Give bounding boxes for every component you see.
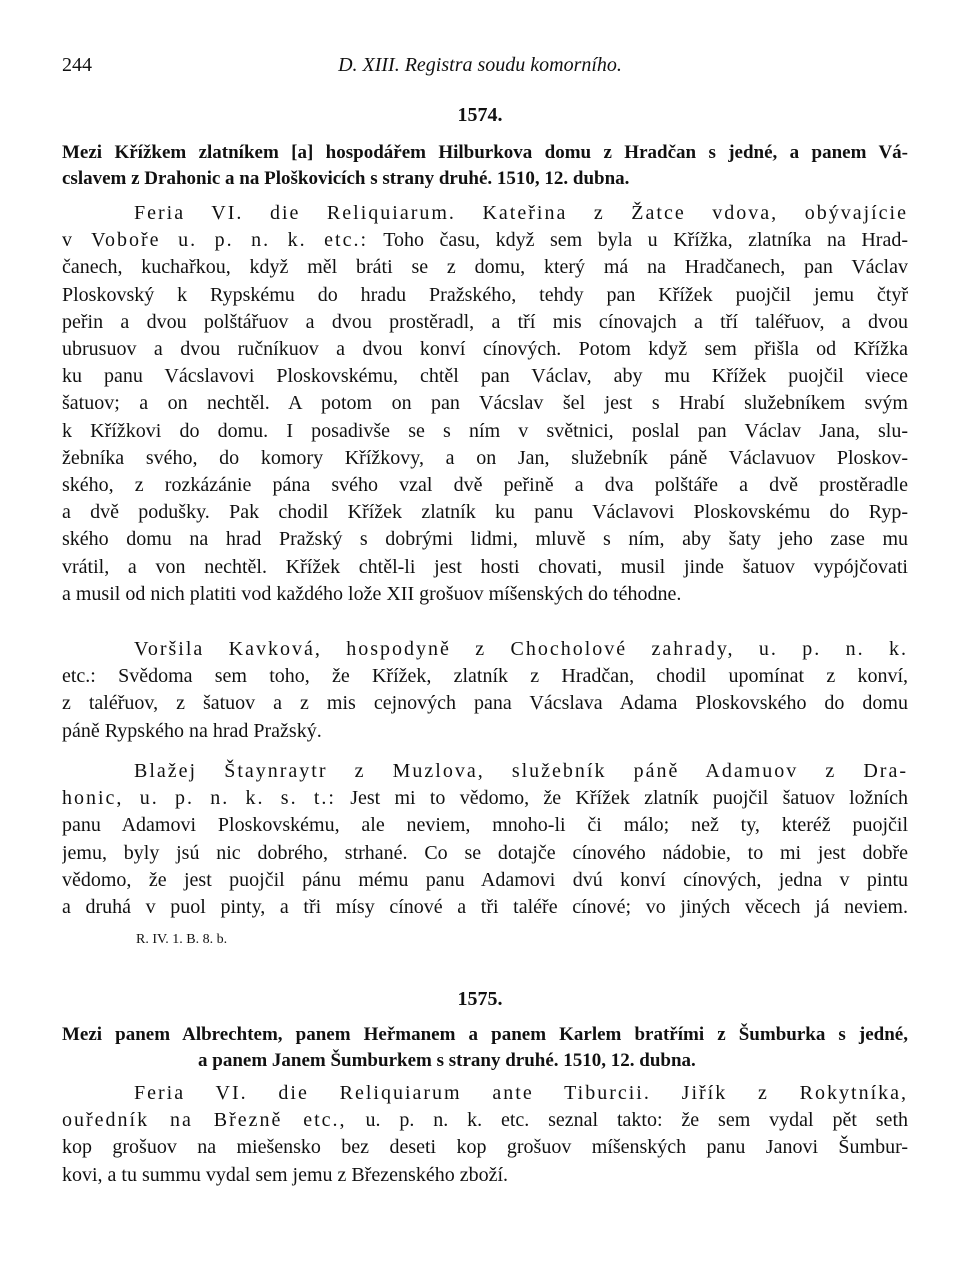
text-line [62,663,908,689]
line-text: čanech, kuchařkou, když měl bráti se z domu, který má na Hradčanech, pan Václav [62,256,908,279]
line-text: peřin a dvou polštářuov a dvou prostěradl, a tří mis cínovajch a tří taléřuov, a dvou [62,310,908,333]
line-text: z taléřuov, z šatuov a z mis cejnových pana Vácslava Adama Ploskovského do domu [62,692,908,715]
line-text: Toho času, když sem byla u Křížka, zlatníka na Hrad- [368,229,908,252]
line-text: vrátil, a von nechtěl. Křížek chtěl-li jest hosti chovati, musil jinde šatuov vypójčovati [62,555,908,578]
line-text: vědomo, že jest puojčil pánu mému panu Adamovi dvú konví cínových, jedna v pintu [62,868,908,891]
line-text: a dvě podušky. Pak chodil Křížek zlatník ku panu Václavovi Ploskovskému do Ryp- [62,501,908,524]
text-line [62,445,908,471]
text-line [62,526,908,552]
text-line [62,554,908,580]
spaced-text: ouředník na Březně etc., [62,1109,347,1132]
spaced-text: Voršila Kavková, hospodyně z Chocholové zahrady, u. p. n. k. [134,638,908,660]
spaced-text: Feria VI. die Reliquiarum ante Tiburcii. Jiřík z Rokytníka, [134,1082,908,1104]
spaced-text: Blažej Štaynraytr z Muzlova, služebník páně Adamuov z Dra- [134,760,908,782]
spaced-text: honic, u. p. n. k. s. t.: [62,787,336,810]
text-line [62,472,908,498]
line-text: ubrusuov a dvou ručníkuov a dvou konví cínových. Potom když sem přišla od Křížka [62,338,908,360]
text-line [62,309,908,335]
text-line [62,390,908,416]
spaced-text: Feria VI. die Reliquiarum. Kateřina z Žatce vdova, obývajície [134,202,908,224]
entry-year: 1575. [457,988,503,1010]
spaced-text: v Voboře u. p. n. k. etc.: [62,229,369,252]
line-text: Jest mi to vědomo, že Křížek zlatník puojčil šatuov ložních [335,787,908,810]
entry-header-line: Mezi panem Albrechtem, panem Heřmanem a panem Karlem bratřími z Šumburka s jedné, [62,1024,908,1045]
source-reference: R. IV. 1. B. 8. b. [136,932,228,947]
line-text: k Křížkovi do domu. I posadivše se s ním v světnici, poslal pan Václav Jana, slu- [62,419,908,442]
entry-header-line: cslavem z Drahonic a na Ploškovicích s strany druhé. 1510, 12. dubna. [62,168,630,189]
text-line [62,894,908,920]
text-line [62,812,908,838]
text-line [62,840,908,866]
line-text: šatuov; a on nechtěl. A potom on pan Vácslav šel jest s Hrabí služebníkem svým [62,392,908,415]
line-text: páně Rypského na hrad Pražský. [62,719,322,742]
text-line [62,1107,908,1133]
text-line [62,254,908,280]
text-line [62,363,908,389]
text-line [62,227,908,253]
line-text: a druhá v puol pinty, a tři mísy cínové a tři taléře cínové; vo jiných věcech já neviem. [62,896,908,918]
running-head: D. XIII. Registra soudu komorního. [338,54,622,76]
line-text: u. p. n. k. etc. seznal takto: že sem vydal pět seth [346,1109,908,1132]
text-line [62,336,908,362]
text-line [134,758,908,784]
line-text: ského, z rozkázánie pána svého vzal dvě peřině a dva polštáře a dvě prostěradle [62,474,908,496]
line-text: etc.: Svědoma sem toho, že Křížek, zlatník z Hradčan, chodil upomínat z konví, [62,665,908,688]
entry-header-line: Mezi Křížkem zlatníkem [a] hospodářem Hilburkova domu z Hradčan s jedné, a panem Vá- [62,142,908,163]
text-line [62,1162,908,1188]
line-text: a musil od nich platiti vod každého lože XII grošuov míšenských do téhodne. [62,582,682,605]
entry-header-line: a panem Janem Šumburkem s strany druhé. 1510, 12. dubna. [198,1050,696,1071]
text-line [62,418,908,444]
entry-year: 1574. [457,104,503,126]
text-line [62,785,908,811]
text-line [134,636,908,662]
line-text: žebníka svého, do komory Křížkovy, a on Jan, služebník páně Václavuov Ploskov- [62,446,908,469]
text-line [62,690,908,716]
page-number: 244 [62,54,92,76]
line-text: ku panu Vácslavovi Ploskovskému, chtěl pan Václav, aby mu Křížek puojčil viece [62,365,908,388]
text-line [62,718,908,744]
line-text: panu Adamovi Ploskovskému, ale neviem, mnoho-li či málo; než ty, kteréž puojčil [62,814,908,837]
text-line [62,499,908,525]
text-line [134,1080,908,1106]
text-line [62,1134,908,1160]
text-line [62,282,908,308]
line-text: kovi, a tu summu vydal sem jemu z Březenského zboží. [62,1163,509,1186]
text-line [134,200,908,226]
text-line [62,867,908,893]
text-line [62,581,908,607]
line-text: kop grošuov na miešensko bez deseti kop grošuov míšenských panu Janovi Šumbur- [62,1136,908,1159]
line-text: jemu, byly jsú nic dobrého, strhané. Co se dotajče cínového nádobie, to mi jest dobře [62,841,908,864]
line-text: Ploskovský k Rypskému do hradu Pražského, tehdy pan Křížek puojčil jemu čtyř [62,283,908,306]
line-text: ského domu na hrad Pražský s dobrými lidmi, mluvě s ním, aby šaty jeho zase mu [62,528,908,551]
